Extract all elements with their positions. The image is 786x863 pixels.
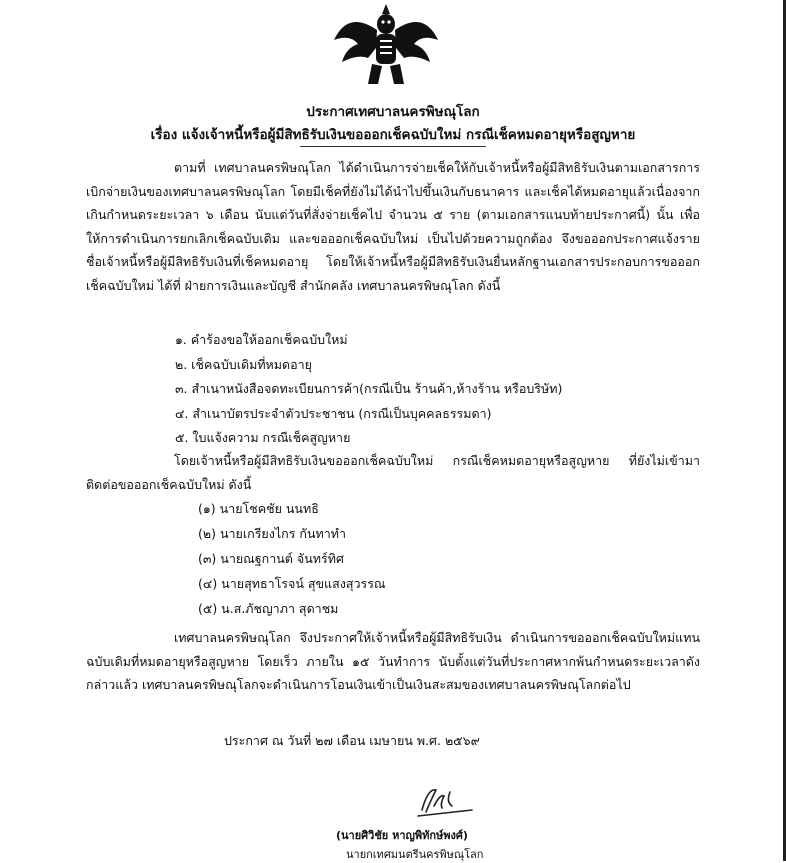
- document-item: ๑. คำร้องขอให้ออกเช็คฉบับใหม่: [175, 332, 348, 347]
- signer-name: (นายศิวิชัย หาญพิทักษ์พงศ์): [336, 829, 468, 842]
- title-divider: [300, 146, 486, 147]
- document-item: ๒. เช็คฉบับเดิมที่หมดอายุ: [175, 356, 313, 372]
- creditor-name: (๔) นายสุทธาโรจน์ สุขแสงสุวรรณ: [198, 576, 386, 591]
- body-paragraph-2: โดยเจ้าหนี้หรือผู้มีสิทธิรับเงินขอออกเช็คฉบับใหม่ กรณีเช็คหมดอายุหรือสูญหาย ที่ยังไม่เข้ามาติดต่อขอออกเช็คฉบับใหม่ ดังนี้: [86, 453, 700, 492]
- document-item: ๓. สำเนาหนังสือจดทะเบียนการค้า(กรณีเป็น ร้านค้า,ห้างร้าน หรือบริษัท): [175, 381, 563, 396]
- handwritten-signature: [410, 780, 480, 820]
- signer-position: นายกเทศมนตรีนครพิษณุโลก: [346, 848, 484, 861]
- creditor-names-list: [198, 496, 386, 621]
- garuda-emblem-icon: [328, 0, 444, 86]
- body-paragraph-3: เทศบาลนครพิษณุโลก จึงประกาศให้เจ้าหนี้หรือผู้มีสิทธิรับเงิน ดำเนินการขอออกเช็คฉบับใหม่แทนฉบับเดิมที่หมดอายุหรือสูญหาย โดยเร็ว ภายใน ๑๕ วันทำการ นับตั้งแต่วันที่ประกาศหากพ้นกำหนดระยะเวลาดังกล่าวแล้ว เทศบาลนครพิษณุโลกจะดำเนินการโอนเงินเข้าเป็นเงินสะสมของเทศบาลนครพิษณุโลกต่อไป: [86, 630, 700, 692]
- document-item: ๕. ใบแจ้งความ กรณีเช็คสูญหาย: [175, 430, 351, 445]
- creditor-name: (๒) นายเกรียงไกร กันทาทำ: [198, 526, 347, 541]
- announcement-subject: เรื่อง แจ้งเจ้าหนี้หรือผู้มีสิทธิรับเงินขอออกเช็คฉบับใหม่ กรณีเช็คหมดอายุหรือสูญหาย: [150, 127, 636, 143]
- creditor-name: (๕) น.ส.ภัชญาภา สุดาชม: [198, 601, 339, 616]
- announcement-date: ประกาศ ณ วันที่ ๒๗ เดือน เมษายน พ.ศ. ๒๕๖๙: [224, 733, 480, 748]
- required-documents-list: [175, 328, 562, 451]
- creditor-name: (๓) นายณฐกานต์ จันทร์ทิศ: [198, 551, 344, 566]
- announcement-issuer: ประกาศเทศบาลนครพิษณุโลก: [306, 104, 480, 120]
- body-paragraph-1: ตามที่ เทศบาลนครพิษณุโลก ได้ดำเนินการจ่ายเช็คให้กับเจ้าหนี้หรือผู้มีสิทธิรับเงินตามเอกสารการเบิกจ่ายเงินของเทศบาลนครพิษณุโลก โดยมีเช็คที่ยังไม่ได้นำไปขึ้นเงินกับธนาคาร และเช็คได้หมดอายุแล้วเนื่องจากเกินกำหนดระยะเวลา ๖ เดือน นับแต่วันที่สั่งจ่ายเช็คไป จำนวน ๕ ราย (ตามเอกสารแนบท้ายประกาศนี้) นั้น เพื่อให้การดำเนินการยกเลิกเช็คฉบับเดิม และขอออกเช็คฉบับใหม่ เป็นไปด้วยความถูกต้อง จึงขอออกประกาศแจ้งรายชื่อเจ้าหนี้หรือผู้มีสิทธิรับเงินที่เช็คหมดอายุ โดยให้เจ้าหนี้หรือผู้มีสิทธิรับเงินยื่นหลักฐานเอกสารประกอบการขอออกเช็คฉบับใหม่ ได้ที่ ฝ่ายการเงินและบัญชี สำนักคลัง เทศบาลนครพิษณุโลก ดังนี้: [86, 160, 700, 293]
- creditor-name: (๑) นายโชคชัย นนทธิ: [198, 501, 319, 516]
- document-item: ๔. สำเนาบัตรประจำตัวประชาชน (กรณีเป็นบุคคลธรรมดา): [175, 405, 492, 421]
